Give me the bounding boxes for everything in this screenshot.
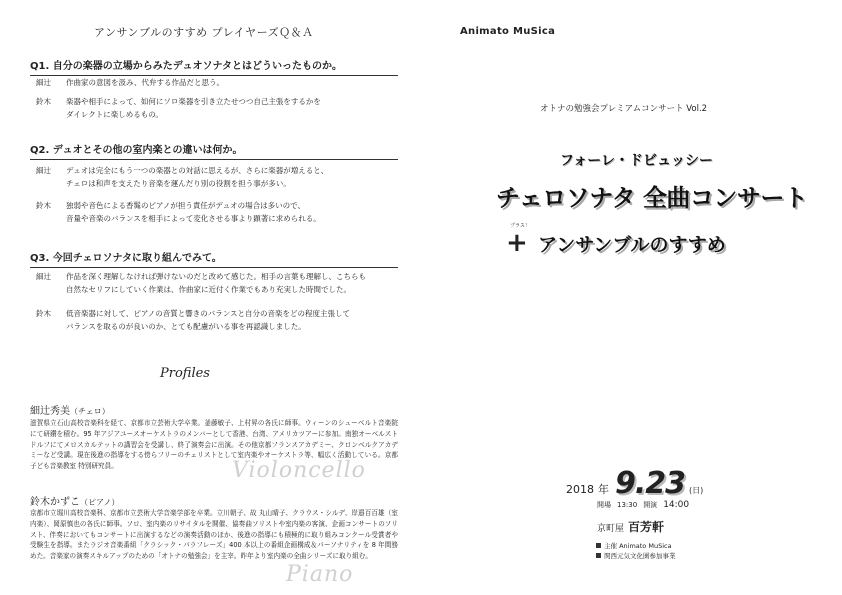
piano-watermark: Piano <box>286 562 354 587</box>
series-title: オトナの勉強会プレミアムコンサート Vol.2 <box>540 104 708 114</box>
answer-line: 音量や音楽のバランスを相手によって変化させる事より顕著に求められる。 <box>66 214 321 223</box>
answer-line: 独弱や音色による香髴のピアノが担う責任がデュオの場合は多いので、 <box>66 201 306 210</box>
cellist-name: 細辻秀美 <box>30 406 70 417</box>
piano-profile-name <box>30 493 119 508</box>
answer-row <box>36 95 396 121</box>
venue-label: 京町屋 <box>597 524 625 534</box>
open-time: 13:30 <box>617 501 638 509</box>
respondent-name: 細辻 <box>36 78 51 87</box>
profiles-title: Profiles <box>160 366 210 381</box>
plus-sign: + <box>506 228 528 258</box>
date-month-day: 9.23 <box>615 466 686 501</box>
concert-times <box>597 500 689 510</box>
pianist-role: （ピアノ） <box>80 498 120 507</box>
date-weekday: (日) <box>689 486 704 495</box>
respondent-name: 細辻 <box>36 166 51 175</box>
plus-ruby: プラス！ <box>510 223 530 229</box>
cello-profile-name <box>30 402 110 417</box>
pianist-name: 鈴木かずこ <box>30 497 80 508</box>
answer-row <box>36 270 396 296</box>
respondent-name: 鈴木 <box>36 309 51 318</box>
open-label: 開場 <box>597 501 611 509</box>
respondent-name: 鈴木 <box>36 97 51 106</box>
support-line: 関西元気文化圏参加事業 <box>604 552 676 560</box>
start-time: 14:00 <box>663 500 690 510</box>
date-year: 2018 <box>566 483 594 496</box>
respondent-name: 鈴木 <box>36 201 51 210</box>
respondent-name: 細辻 <box>36 272 51 281</box>
question-3: Q3. 今回チェロソナタに取り組んでみて。 <box>30 249 398 268</box>
violoncello-watermark: Violoncello <box>232 458 366 483</box>
bullet-square-icon <box>596 543 601 548</box>
answer-line: 作曲家の意図を汲み、代弁する作品だと思う。 <box>66 78 224 87</box>
answer-line: バランスを取るのが良いのか、とても配慮がいる事を再認識しました。 <box>66 322 306 331</box>
question-2: Q2. デュオとその他の室内楽との違いは何か。 <box>30 141 398 160</box>
concert-date <box>566 466 703 501</box>
question-1: Q1. 自分の楽器の立場からみたデュオソナタとはどういったものか。 <box>30 57 398 76</box>
concert-main-title: チェロソナタ 全曲コンサート <box>496 184 808 212</box>
date-year-suffix: 年 <box>598 483 609 496</box>
brand-logo: Animato MuSica <box>460 26 556 37</box>
venue-name: 百芳軒 <box>628 520 665 534</box>
answer-row <box>36 76 396 89</box>
answer-row <box>36 307 396 333</box>
cellist-role: （チェロ） <box>70 407 110 416</box>
bullet-square-icon <box>596 553 601 558</box>
credits <box>596 541 676 561</box>
concert-subtitle: アンサンブルのすすめ <box>538 234 726 256</box>
composers-heading: フォーレ・ドビュッシー <box>560 153 714 169</box>
answer-line: 作品を深く理解しなければ弾けないのだと改めて感じた。相手の言葉も理解し、こちらも <box>66 272 366 281</box>
qa-title: アンサンブルのすすめ プレイヤーズＱ＆Ａ <box>94 26 314 39</box>
piano-bio: 京都市立堀川高校音楽科、京都市立芸術大学音楽学部を卒業。立川朝子、故 丸山晴子、クラウス・シルデ、岸邉百百雄（室内楽）、岡原慎也の各氏に師事。ソロ、室内楽のリサイタルを開催、協奏曲ソリストや室内楽の客演、企画コンサートのソリスト、伴奏においてもコンサートに出演するなどの演奏活動のほか、後進の指導にも積極的に取り組みコンクール受賞者や受験生を指導。またラジオ音楽番組「クラシック・パラフレーズ」400 本以上の番組企画構成＆パーソナリティを 8 年間務めた。音楽家の演奏スキルアップのための「オトナの勉強会」を主宰。昨年より室内楽の全曲シリーズに取り組む。 <box>30 509 398 561</box>
start-label: 開演 <box>643 501 658 509</box>
answer-line: 自然なセリフにしていく作業は、作曲家に近付く作業でもあり充実した時間でした。 <box>66 285 351 294</box>
answer-row <box>36 199 396 225</box>
answer-line: 低音楽器に対して、ピアノの音質と響きのバランスと自分の音楽をどの程度主張して <box>66 309 351 318</box>
answer-row <box>36 164 396 190</box>
cello-bio: 滋賀県立石山高校音楽科を経て、京都市立芸術大学卒業。釜藤敏子、上村昇の各氏に師事。ウィーンのシューベルト音楽院にて研鑚を積む。95 年アジアユースオーケストラのメンバーとして香港、台湾、アメリカツアーに参加。南独オーベルストドルフにてメロスカルテットの講習会を受講し、終了演奏会に出演。その他京都フランスアカデミー、クロンベルクアカデミーなど受講。現在後進の指導をする傍らフリーのチェリストとして室内楽やオーケストラ等、幅広く活動している。京都子ども音楽教室 特別研究員。 <box>30 419 398 471</box>
answer-line: 楽器や相手によって、如何にソロ楽器を引き立たせつつ自己主張をするかを <box>66 97 321 106</box>
answer-line: チェロは和声を支えたり音楽を運んだり別の役割を担う事が多い。 <box>66 179 291 188</box>
organizer: 主催 Animato MuSica <box>604 542 672 550</box>
venue <box>597 518 664 535</box>
answer-line: ダイレクトに楽しめるもの。 <box>66 110 163 119</box>
answer-line: デュオは完全にもう一つの楽器との対話に思えるが、さらに楽器が増えると、 <box>66 166 329 175</box>
